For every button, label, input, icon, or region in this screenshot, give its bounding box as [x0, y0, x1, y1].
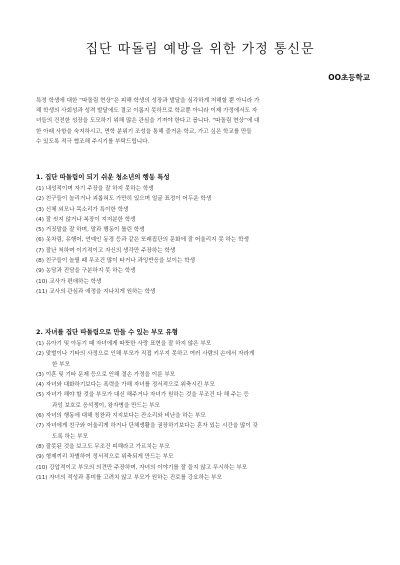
- list-item: (1) 내성적이며 자기 주장을 잘 하지 못하는 학생: [36, 186, 154, 192]
- list-item: (7) 잘난 척하며 이기적이고 자신의 생각만 주장하는 학생: [36, 247, 176, 254]
- list-item-continuation: 과잉 보호로 응석쟁이, 왕자병을 만드는 부모: [52, 402, 160, 409]
- list-item: (1) 유아기 및 아동기 때 자녀에게 따뜻한 사랑 표현을 잘 하지 않은 부모: [36, 341, 212, 347]
- list-item: (2) 친구들이 놀리거나 괴롭혀도 가만히 있으며 얼굴 표정이 어두운 학생: [36, 196, 212, 203]
- intro-line: 특정 학생에 대한 “따돌림 현상”은 피해 학생의 성장과 발달을 심각하게 저해할 뿐 아니라 가: [36, 98, 260, 104]
- school-name: OO초등학교: [328, 73, 370, 82]
- list-item: (3) 이혼 및 기타 문제 등으로 인해 결손 가정을 이룬 부모: [36, 371, 176, 378]
- list-item: (5) 자녀가 해야 할 것을 부모가 대신 해주거나 자녀가 원하는 것을 무조건 다 해 주는 등: [36, 392, 249, 399]
- list-item: (3) 신체 외모나 목소리가 특이한 학생: [36, 206, 129, 213]
- list-item: (4) 잘 씻지 않거나 복장이 지저분한 학생: [36, 216, 136, 223]
- list-item-continuation: 도록 하는 부모: [52, 433, 88, 440]
- list-item: (8) 친구들이 놀릴 때 무조건 많이 타거나 과잉반응을 보이는 학생: [36, 258, 196, 265]
- section-traits: [36, 172, 376, 297]
- traits-list: [36, 184, 376, 297]
- list-item: (9) 형제끼리 차별하여 정서적으로 위축되게 만드는 부모: [36, 454, 174, 461]
- list-item: (4) 자녀와 대화하기보다는 폭력을 가해 자녀를 정서적으로 위축시킨 부모: [36, 382, 215, 389]
- parent-types-list: [36, 339, 376, 483]
- section-title: 1. 집단 따돌림이 되기 쉬운 청소년의 행동 특성: [36, 173, 170, 181]
- list-item: (9) 농담과 진담을 구분하지 못 하는 학생: [36, 268, 136, 275]
- intro-line: 해 학생의 사회성과 성격 발달에도 결코 이롭지 못하므로 학교뿐 아니라 이제 가정에서도 자: [36, 108, 258, 115]
- list-item: (5) 거짓말을 잘 하며, 말과 행동이 틀린 학생: [36, 227, 145, 234]
- list-item: (10) 교사가 편애하는 학생: [36, 278, 102, 285]
- section-parent-types: [36, 327, 376, 483]
- list-item: (8) 잘못된 것을 보고도 무조건 피해라고 가르치는 부모: [36, 443, 170, 450]
- list-item: (2) 맞벌이나 기타의 사정으로 인해 부모가 직접 키우지 못하고 여러 사람의 손에서 자라게: [36, 351, 255, 358]
- intro-line: 수 있도록 적극 협조해 주시기를 부탁드립니다.: [36, 138, 150, 145]
- list-item: (11) 교사의 관심과 애정을 지나치게 원하는 학생: [36, 288, 156, 295]
- list-item: (10) 강압적이고 부모의 의견만 주장하며, 자녀의 이야기를 잘 들지 않고 무시하는 부모: [36, 464, 248, 471]
- intro-paragraph: [36, 96, 368, 147]
- list-item: (6) 자녀의 행동에 대해 칭찬과 지지보다는 잔소리와 비난을 하는 부모: [36, 413, 206, 420]
- section-title: 2. 자녀를 집단 따돌림으로 만들 수 있는 부모 유형: [36, 328, 178, 336]
- intro-line: 한 아래 사항을 숙지하시고, 면학 분위기 조성을 통해 즐거운 학교, 가고 싶은 학교를 만들: [36, 128, 252, 135]
- list-item: (7) 자녀에게 친구와 어울리게 하거나 단체생활을 권장하기보다는 혼자 있는 시간을 많이 갖: [36, 423, 259, 430]
- list-item: (11) 자녀의 적성과 흥미를 고려치 않고 부모가 원하는 진로를 강요하는 부모: [36, 474, 222, 481]
- page-title: 집단 따돌림 예방을 위한 가정 통신문: [85, 42, 315, 57]
- intro-line: 녀들의 건전한 성장을 도모하기 위해 많은 관심을 기져야 한다고 봅니다. “따돌림 현상”에 대: [36, 118, 260, 125]
- list-item: (6) 옷차림, 유행어, 연예인 동경 등과 같은 또래집단의 문화에 잘 어울리지 못 하는 학생: [36, 237, 249, 244]
- list-item-continuation: 한 부모: [52, 361, 70, 368]
